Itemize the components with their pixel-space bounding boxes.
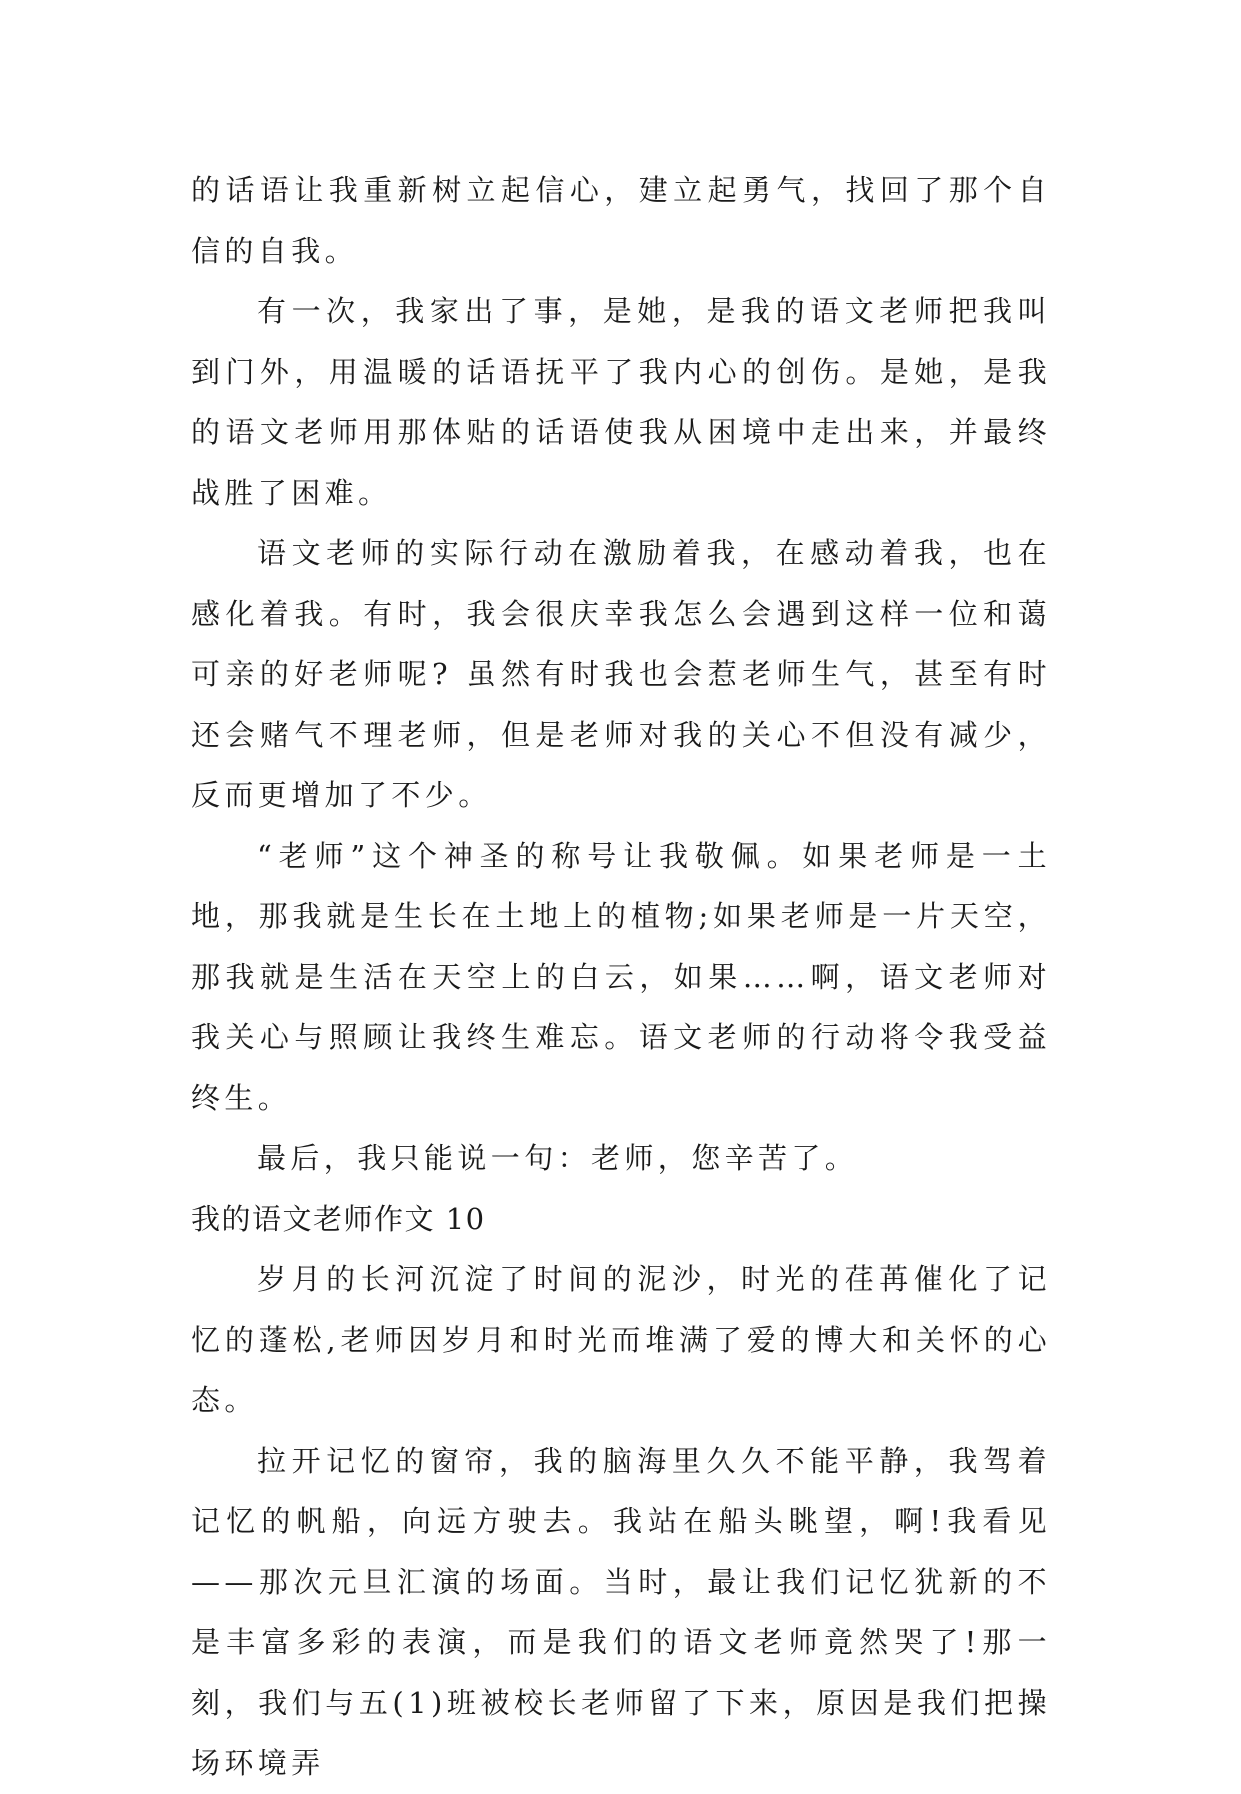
document-body bbox=[191, 160, 1051, 1794]
paragraph-3: 语文老师的实际行动在激励着我，在感动着我，也在感化着我。有时，我会很庆幸我怎么会遇到这样一位和蔼可亲的好老师呢? 虽然有时我也会惹老师生气，甚至有时还会赌气不理老师，但是老师对我的关心不但没有减少，反而更增加了不少。 bbox=[191, 536, 1051, 812]
paragraph-7: 拉开记忆的窗帘，我的脑海里久久不能平静，我驾着记忆的帆船，向远方驶去。我站在船头眺望，啊!我看见——那次元旦汇演的场面。当时，最让我们记忆犹新的不是丰富多彩的表演，而是我们的语文老师竟然哭了!那一刻，我们与五(1)班被校长老师留了下来，原因是我们把操场环境弄 bbox=[191, 1443, 1051, 1780]
paragraph-6: 岁月的长河沉淀了时间的泥沙，时光的荏苒催化了记忆的蓬松,老师因岁月和时光而堆满了爱的博大和关怀的心态。 bbox=[191, 1262, 1051, 1417]
paragraph-5: 最后，我只能说一句：老师，您辛苦了。 bbox=[257, 1141, 859, 1175]
paragraph-4: “老师”这个神圣的称号让我敬佩。如果老师是一土地，那我就是生长在土地上的植物;如果老师是一片天空，那我就是生活在天空上的白云，如果……啊，语文老师对我关心与照顾让我终生难忘。语文老师的行动将令我受益终生。 bbox=[191, 838, 1051, 1115]
section-heading: 我的语文老师作文 10 bbox=[191, 1201, 486, 1236]
paragraph-1: 的话语让我重新树立起信心，建立起勇气，找回了那个自信的自我。 bbox=[191, 173, 1051, 268]
paragraph-2: 有一次，我家出了事，是她，是我的语文老师把我叫到门外，用温暖的话语抚平了我内心的创伤。是她，是我的语文老师用那体贴的话语使我从困境中走出来，并最终战胜了困难。 bbox=[191, 294, 1051, 510]
